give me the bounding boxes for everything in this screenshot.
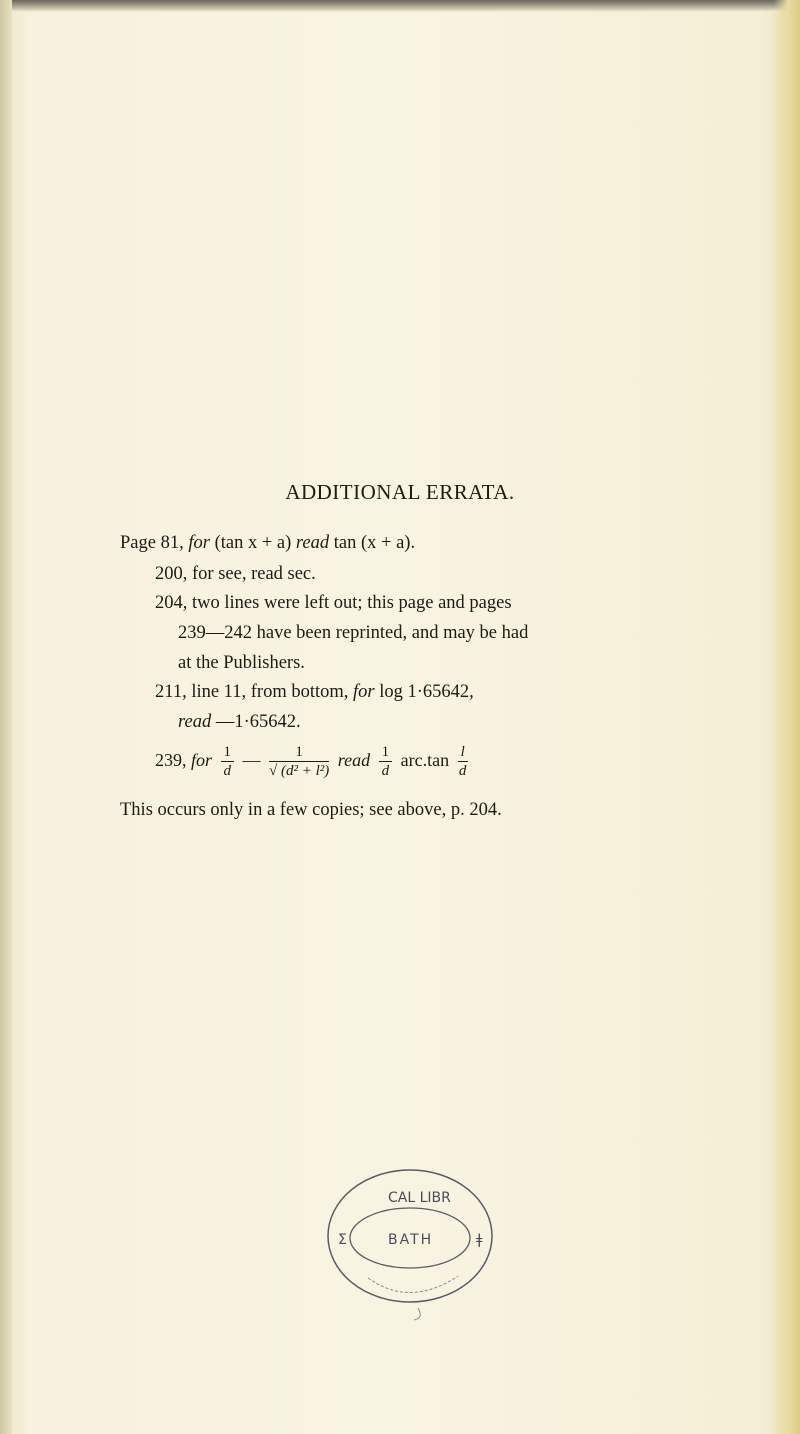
fraction-numerator: 1 <box>221 744 235 762</box>
errata-heading: ADDITIONAL ERRATA. <box>285 480 515 504</box>
fraction-denominator: d <box>223 763 232 779</box>
erratum-page-239-formula <box>155 744 625 794</box>
erratum-line-prefix: 211, line 11, from bottom, <box>155 682 349 702</box>
fraction-numerator: 1 <box>379 744 393 762</box>
erratum-right: tan (x + a). <box>333 533 416 553</box>
erratum-read-word: read <box>178 712 212 732</box>
erratum-line: 204, two lines were left out; this page and pages <box>155 593 512 613</box>
erratum-wrong: (tan x + a) <box>214 533 292 553</box>
formula-for-word: for <box>191 750 213 771</box>
erratum-page-prefix: Page 81, <box>120 533 184 553</box>
fraction-1 <box>221 744 235 780</box>
fraction-4 <box>458 744 468 780</box>
erratum-for-word: for <box>353 682 375 702</box>
erratum-for-word: for <box>188 533 210 553</box>
erratum-page-204 <box>155 588 635 678</box>
formula-prefix: 239, <box>155 750 187 771</box>
stamp-tail <box>414 1308 420 1320</box>
library-stamp <box>318 1158 508 1323</box>
erratum-line: at the Publishers. <box>178 653 305 673</box>
fraction-2 <box>269 744 329 780</box>
erratum-page-211 <box>155 677 635 737</box>
fraction-denominator: √ (d² + l²) <box>269 763 330 779</box>
formula-arctan: arc.tan <box>400 750 450 771</box>
fraction-denominator: d <box>381 763 390 779</box>
formula-read-word: read <box>337 750 371 771</box>
fraction-denominator: d <box>458 763 467 779</box>
erratum-wrong: log 1·65642, <box>379 682 474 702</box>
fraction-3 <box>379 744 393 780</box>
page-right-edge <box>774 0 800 1434</box>
erratum-page-81 <box>120 528 600 558</box>
page-left-edge <box>0 0 12 1434</box>
stamp-top-text: CAL LIBR <box>388 1190 451 1206</box>
fraction-numerator: l <box>458 744 468 762</box>
stamp-bottom-arc <box>368 1276 458 1293</box>
erratum-right: —1·65642. <box>215 712 301 732</box>
stamp-right-letter: ǂ <box>476 1232 483 1248</box>
page-top-edge <box>0 0 800 12</box>
erratum-read-word: read <box>295 533 330 553</box>
errata-note: This occurs only in a few copies; see above, p. 204. <box>120 800 502 820</box>
erratum-page-200: 200, for see, read sec. <box>155 564 316 584</box>
fraction-numerator: 1 <box>269 744 329 762</box>
stamp-center-text: BATH <box>388 1232 434 1248</box>
stamp-left-letter: Σ <box>338 1232 347 1248</box>
erratum-line: 239—242 have been reprinted, and may be had <box>178 623 529 643</box>
formula-minus: — <box>242 750 261 771</box>
